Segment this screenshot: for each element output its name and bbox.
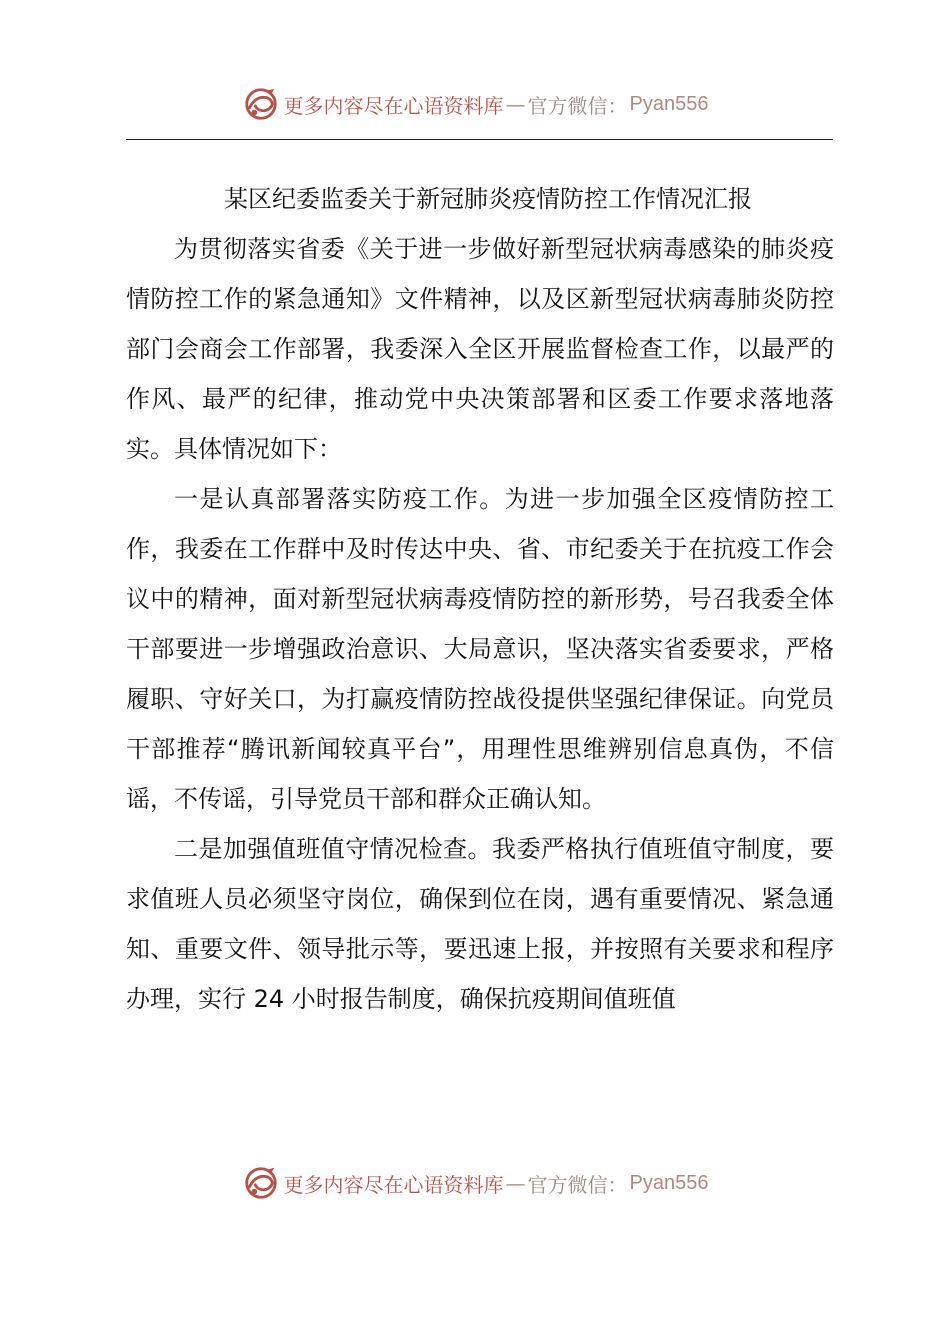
- banner-separator: —: [505, 1171, 526, 1195]
- paragraph-intro: 为贯彻落实省委《关于进一步做好新型冠状病毒感染的肺炎疫情防控工作的紧急通知》文件精神，以及区新型冠状病毒肺炎防控部门会商会工作部署，我委深入全区开展监督检查工作，以最严的作风、最严的纪律，推动党中央决策部署和区委工作要求落地落实。具体情况如下：: [126, 235, 834, 463]
- paragraph-point-one: 一是认真部署落实防疫工作。为进一步加强全区疫情防控工作，我委在工作群中及时传达中央、省、市纪委关于在抗疫工作会议中的精神，面对新型冠状病毒疫情防控的新形势，号召我委全体干部要进一步增强政治意识、大局意识，坚决落实省委要求，严格履职、守好关口，为打赢疫情防控战役提供坚强纪律保证。向党员干部推荐“腾讯新闻较真平台”，用理性思维辨别信息真伪，不信谣，不传谣，引导党员干部和群众正确认知。: [126, 485, 834, 813]
- brand-swirl-logo-icon: [242, 1164, 280, 1202]
- banner-brand-text: 更多内容尽在心语资料库: [283, 1172, 504, 1197]
- banner-wechat-id: Pyan556: [629, 92, 709, 115]
- banner-official-label: 官方微信：: [527, 93, 628, 118]
- brand-swirl-logo-icon: [242, 85, 280, 123]
- document-body: [126, 174, 834, 1024]
- banner-wechat-id: Pyan556: [629, 1171, 709, 1194]
- banner-brand-text: 更多内容尽在心语资料库: [283, 93, 504, 118]
- banner-separator: —: [505, 92, 526, 116]
- paragraph-point-two: 二是加强值班值守情况检查。我委严格执行值班值守制度，要求值班人员必须坚守岗位，确保到位在岗，遇有重要情况、紧急通知、重要文件、领导批示等，要迅速上报，并按照有关要求和程序办理，实行 24 小时报告制度，确保抗疫期间值班值: [126, 835, 834, 1013]
- document-title: 某区纪委监委关于新冠肺炎疫情防控工作情况汇报: [224, 185, 752, 213]
- header-divider: [126, 139, 833, 140]
- banner-official-label: 官方微信：: [527, 1172, 628, 1197]
- footer-banner: [0, 1161, 950, 1205]
- header-banner: [0, 82, 950, 126]
